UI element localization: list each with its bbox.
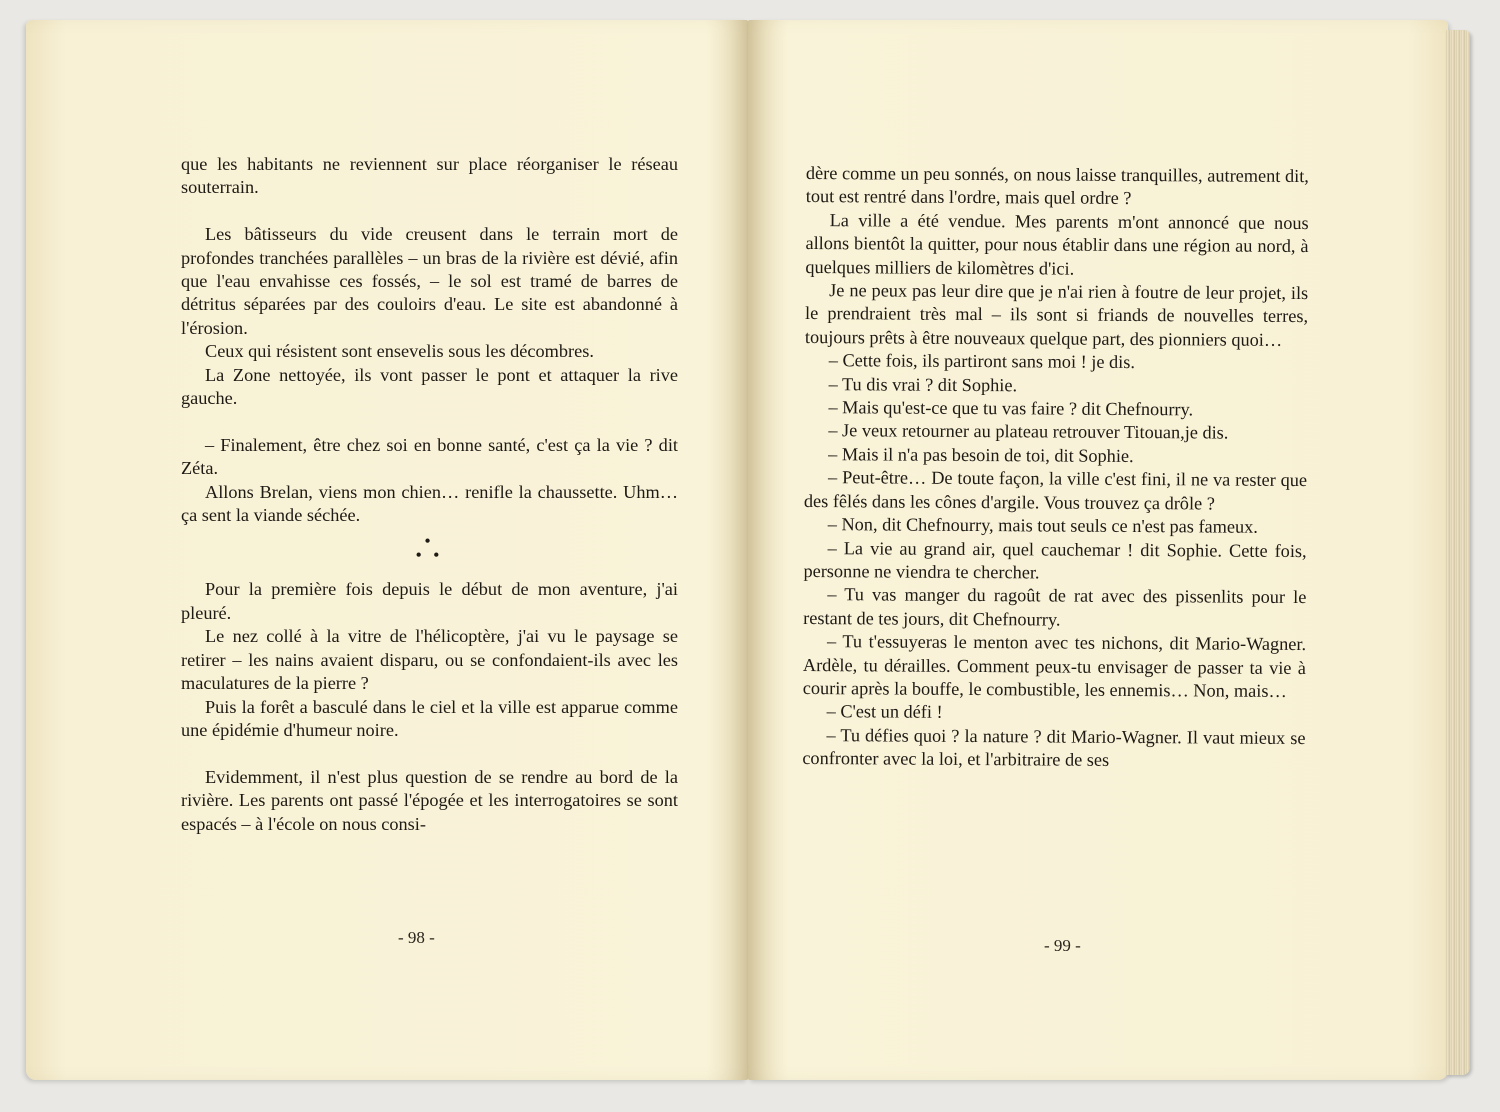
dialogue-line: – Mais qu'est-ce que tu vas faire ? dit Chefnourry. <box>828 397 1194 420</box>
page-edges <box>1446 30 1470 1075</box>
dialogue-line: – Cette fois, ils partiront sans moi ! je dis. <box>828 350 1136 373</box>
dialogue-line: – Peut-être… De toute façon, la ville c'est fini, il ne va rester que des fêlés dans les cônes d'argile. Vous trouvez ça drôle ? <box>803 467 1308 514</box>
paragraph: Ceux qui résistent sont ensevelis sous les décombres. <box>205 341 594 362</box>
paragraph: Evidemment, il n'est plus question de se rendre au bord de la rivière. Les parents ont passé l'épogée et les interrogatoires se sont espacés – à l'école on nous consi- <box>181 766 678 834</box>
paragraph: Le nez collé à la vitre de l'hélicoptère, j'ai vu le paysage se retirer – les nains avaient disparu, ou se confondaient-ils avec les maculatures de la pierre ? <box>181 626 678 694</box>
dialogue-line: – La vie au grand air, quel cauchemar ! dit Sophie. Cette fois, personne ne viendra te chercher. <box>803 537 1307 583</box>
paragraph: Les bâtisseurs du vide creusent dans le terrain mort de profondes tranchées parallèles – un bras de la rivière est dévié, afin que l'eau envahisse ces fossés, – le sol est tramé de barres de détritus séparées par des couloirs d'eau. Le site est abandonné à l'érosion. <box>181 224 678 338</box>
right-page <box>748 20 1448 1080</box>
paragraph: Puis la forêt a basculé dans le ciel et la ville est apparue comme une épidémie d'humeur noire. <box>181 696 678 740</box>
paragraph: La Zone nettoyée, ils vont passer le pont et attaquer la rive gauche. <box>181 364 678 409</box>
paragraph: Allons Brelan, viens mon chien… renifle la chaussette. Uhm… ça sent la viande séchée. <box>181 481 678 526</box>
section-break-dinkus: • • • <box>415 533 444 565</box>
dialogue-line: – Tu t'essuyeras le menton avec tes nichons, dit Mario-Wagner. Ardèle, tu dérailles. Comment peux-tu envisager de passer ta vie à courir après la bouffe, le combustible, les ennemis… Non, mais… <box>802 631 1307 701</box>
paragraph: La ville a été vendue. Mes parents m'ont annoncé que nous allons bientôt la quitter, pour nous établir dans une région au nord, à quelques milliers de kilomètres d'ici. <box>805 209 1309 279</box>
right-page-text <box>802 162 1309 774</box>
paragraph: Je ne peux pas leur dire que je n'ai rien à foutre de leur projet, ils le prendraient très mal – ils sont si friands de nouvelles terres, toujours prêts à être nouveaux quelque part, des pionniers quoi… <box>804 280 1309 350</box>
left-page-text <box>181 153 678 836</box>
dialogue-line: – Mais il n'a pas besoin de toi, dit Sophie. <box>828 444 1134 466</box>
paragraph: Pour la première fois depuis le début de mon aventure, j'ai pleuré. <box>181 579 678 623</box>
dialogue-line: – Non, dit Chefnourry, mais tout seuls ce n'est pas fameux. <box>827 514 1258 537</box>
page-number: - 99 - <box>1044 936 1081 955</box>
dialogue-line: – Tu défies quoi ? la nature ? dit Mario-Wagner. Il vaut mieux se confronter avec la loi, et l'arbitraire de ses <box>802 724 1306 771</box>
dialogue-line: – Je veux retourner au plateau retrouver Titouan,je dis. <box>828 420 1229 444</box>
dialogue-line: – C'est un défi ! <box>826 701 943 723</box>
open-book-spread <box>22 20 1472 1090</box>
paragraph: que les habitants ne reviennent sur place réorganiser le réseau souterrain. <box>181 154 678 198</box>
paragraph: dère comme un peu sonnés, on nous laisse tranquilles, autrement dit, tout est rentré dans l'ordre, mais quel ordre ? <box>805 162 1309 209</box>
page-number: - 98 - <box>398 928 435 947</box>
dialogue-line: – Tu dis vrai ? dit Sophie. <box>828 373 1018 395</box>
left-page <box>26 20 748 1080</box>
dialogue-line: – Finalement, être chez soi en bonne santé, c'est ça la vie ? dit Zéta. <box>181 434 678 479</box>
dialogue-line: – Tu vas manger du ragoût de rat avec des pissenlits pour le restant de tes jours, dit Chefnourry. <box>803 584 1307 630</box>
